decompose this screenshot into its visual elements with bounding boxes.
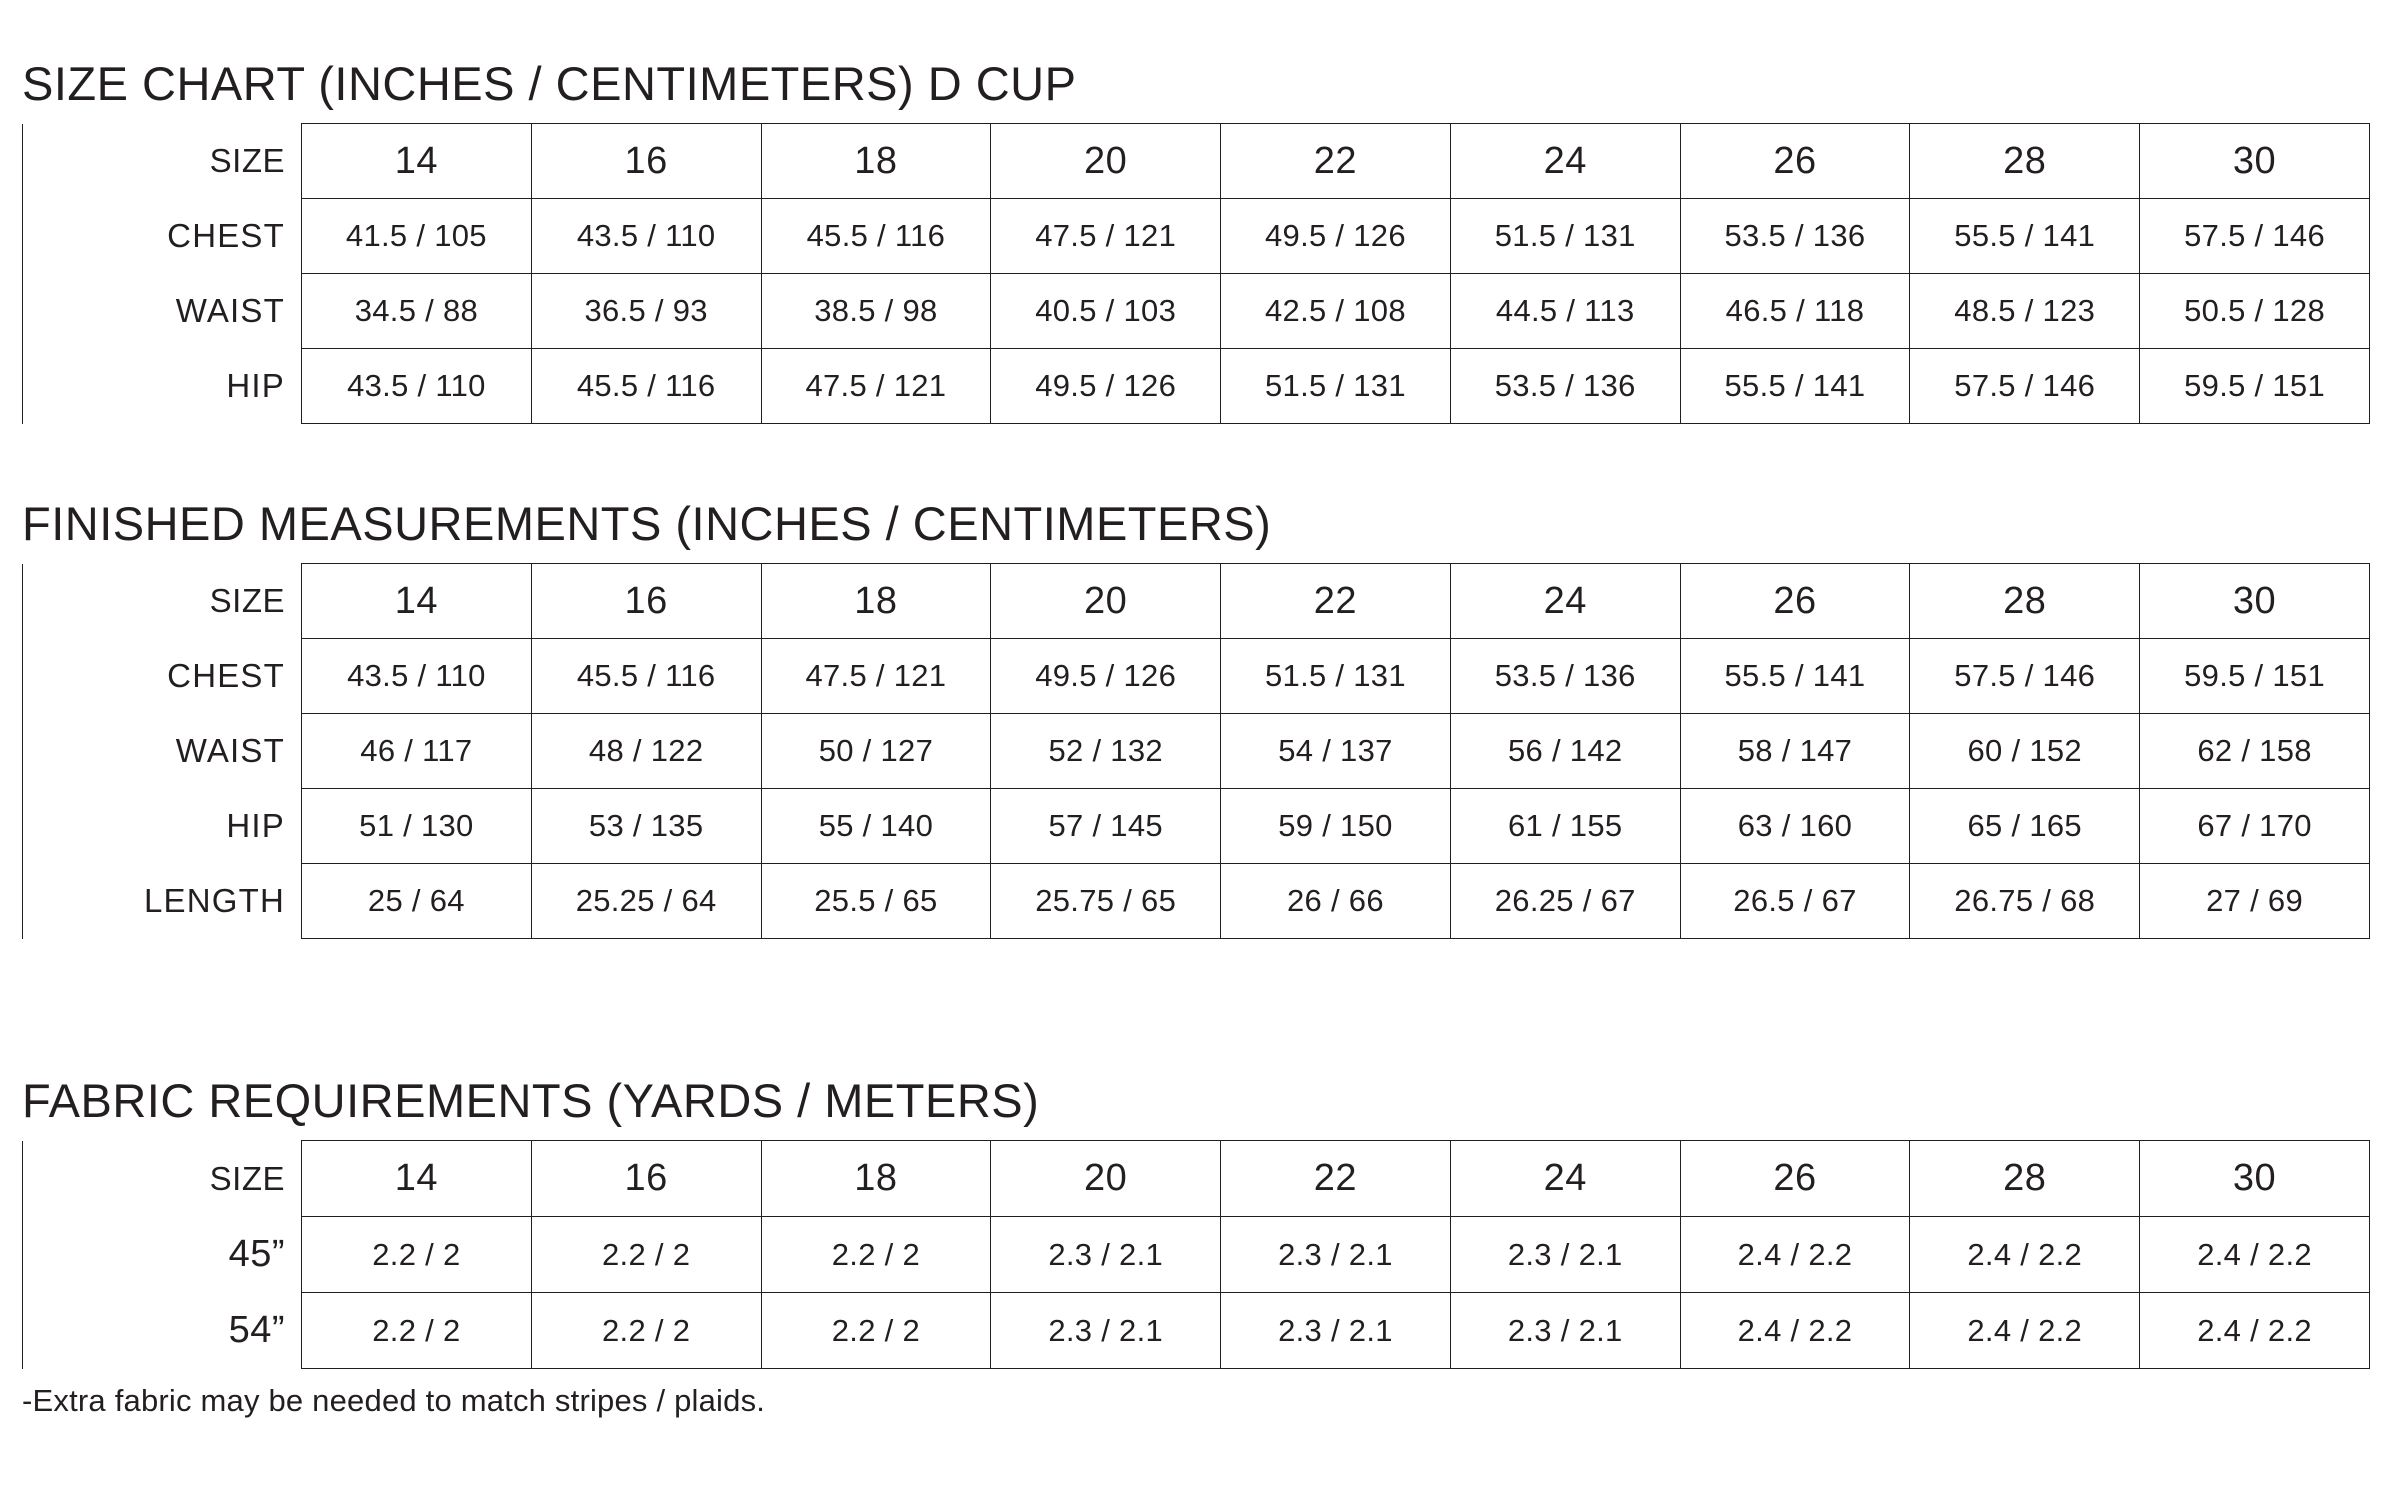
size-header-cell: 24 (1450, 1141, 1680, 1217)
table-cell: 2.4 / 2.2 (1910, 1217, 2140, 1293)
table-cell: 55.5 / 141 (1910, 199, 2140, 274)
table-header-row (23, 564, 2370, 639)
table-cell: 2.4 / 2.2 (1910, 1293, 2140, 1369)
table-cell: 36.5 / 93 (531, 274, 761, 349)
table-cell: 48.5 / 123 (1910, 274, 2140, 349)
size-header-cell: 28 (1910, 124, 2140, 199)
table-cell: 25.25 / 64 (531, 864, 761, 939)
row-label: 54” (228, 1309, 285, 1351)
table-header-row (23, 1141, 2370, 1217)
page-title: SIZE CHART (INCHES / CENTIMETERS) D CUP (22, 57, 1077, 110)
header-label: SIZE (209, 582, 285, 619)
table-cell: 2.2 / 2 (761, 1293, 991, 1369)
size-header-cell: 30 (2140, 564, 2370, 639)
table-cell: 2.4 / 2.2 (2140, 1217, 2370, 1293)
table-cell: 2.2 / 2 (531, 1293, 761, 1369)
table-cell: 44.5 / 113 (1450, 274, 1680, 349)
table-cell: 57.5 / 146 (2140, 199, 2370, 274)
table-cell: 38.5 / 98 (761, 274, 991, 349)
table-cell: 41.5 / 105 (302, 199, 532, 274)
table-cell: 2.3 / 2.1 (991, 1293, 1221, 1369)
size-header-cell: 24 (1450, 124, 1680, 199)
section-size-chart (22, 56, 2370, 424)
table-cell: 59 / 150 (1221, 789, 1451, 864)
table-cell: 45.5 / 116 (531, 349, 761, 424)
table-cell: 53.5 / 136 (1450, 349, 1680, 424)
size-header-cell: 20 (991, 1141, 1221, 1217)
table-cell: 26.75 / 68 (1910, 864, 2140, 939)
table-cell: 40.5 / 103 (991, 274, 1221, 349)
table-cell: 43.5 / 110 (531, 199, 761, 274)
table-cell: 49.5 / 126 (1221, 199, 1451, 274)
table-cell: 43.5 / 110 (302, 349, 532, 424)
table-cell: 46.5 / 118 (1680, 274, 1910, 349)
size-header-cell: 14 (302, 124, 532, 199)
table-row (23, 639, 2370, 714)
table-cell: 59.5 / 151 (2140, 639, 2370, 714)
row-label: HIP (226, 367, 285, 404)
size-header-cell: 20 (991, 564, 1221, 639)
table-cell: 27 / 69 (2140, 864, 2370, 939)
table-cell: 59.5 / 151 (2140, 349, 2370, 424)
table-cell: 49.5 / 126 (991, 349, 1221, 424)
size-header-cell: 16 (531, 564, 761, 639)
table-cell: 50.5 / 128 (2140, 274, 2370, 349)
row-label: WAIST (175, 292, 285, 329)
table-cell: 57 / 145 (991, 789, 1221, 864)
table-cell: 47.5 / 121 (991, 199, 1221, 274)
table-cell: 60 / 152 (1910, 714, 2140, 789)
table-cell: 52 / 132 (991, 714, 1221, 789)
table-cell: 48 / 122 (531, 714, 761, 789)
section-title: FABRIC REQUIREMENTS (YARDS / METERS) (22, 1074, 1040, 1127)
size-header-cell: 14 (302, 564, 532, 639)
table-cell: 2.3 / 2.1 (1450, 1293, 1680, 1369)
size-header-cell: 18 (761, 1141, 991, 1217)
size-header-cell: 16 (531, 1141, 761, 1217)
table-cell: 53.5 / 136 (1680, 199, 1910, 274)
table-cell: 51 / 130 (302, 789, 532, 864)
size-header-cell: 22 (1221, 124, 1451, 199)
table-row (23, 714, 2370, 789)
table-cell: 50 / 127 (761, 714, 991, 789)
table-cell: 2.2 / 2 (302, 1293, 532, 1369)
table-cell: 61 / 155 (1450, 789, 1680, 864)
table-cell: 25.75 / 65 (991, 864, 1221, 939)
table-cell: 67 / 170 (2140, 789, 2370, 864)
table-cell: 45.5 / 116 (531, 639, 761, 714)
table-row (23, 789, 2370, 864)
row-label: 45” (228, 1233, 285, 1275)
size-header-cell: 16 (531, 124, 761, 199)
table-cell: 2.3 / 2.1 (1221, 1293, 1451, 1369)
row-label: CHEST (167, 657, 285, 694)
header-label: SIZE (209, 142, 285, 179)
table-cell: 55.5 / 141 (1680, 639, 1910, 714)
size-header-cell: 30 (2140, 1141, 2370, 1217)
row-label: HIP (226, 807, 285, 844)
size-header-cell: 14 (302, 1141, 532, 1217)
table-row (23, 274, 2370, 349)
table-cell: 51.5 / 131 (1450, 199, 1680, 274)
table-row (23, 1217, 2370, 1293)
table-cell: 26.5 / 67 (1680, 864, 1910, 939)
table-cell: 26 / 66 (1221, 864, 1451, 939)
table-cell: 57.5 / 146 (1910, 639, 2140, 714)
fabric-requirements-table (22, 1140, 2370, 1369)
section-fabric-requirements (22, 1073, 2370, 1419)
table-cell: 57.5 / 146 (1910, 349, 2140, 424)
table-cell: 58 / 147 (1680, 714, 1910, 789)
table-cell: 53.5 / 136 (1450, 639, 1680, 714)
table-cell: 51.5 / 131 (1221, 349, 1451, 424)
table-cell: 34.5 / 88 (302, 274, 532, 349)
row-label: LENGTH (143, 882, 285, 919)
table-cell: 47.5 / 121 (761, 349, 991, 424)
table-cell: 2.2 / 2 (531, 1217, 761, 1293)
table-row (23, 864, 2370, 939)
table-cell: 2.3 / 2.1 (1450, 1217, 1680, 1293)
table-cell: 2.4 / 2.2 (2140, 1293, 2370, 1369)
table-cell: 45.5 / 116 (761, 199, 991, 274)
size-header-cell: 18 (761, 564, 991, 639)
table-cell: 25.5 / 65 (761, 864, 991, 939)
table-cell: 51.5 / 131 (1221, 639, 1451, 714)
size-header-cell: 22 (1221, 564, 1451, 639)
table-cell: 2.4 / 2.2 (1680, 1217, 1910, 1293)
size-header-cell: 20 (991, 124, 1221, 199)
table-cell: 53 / 135 (531, 789, 761, 864)
table-cell: 54 / 137 (1221, 714, 1451, 789)
table-header-row (23, 124, 2370, 199)
table-row (23, 1293, 2370, 1369)
table-row (23, 349, 2370, 424)
size-header-cell: 28 (1910, 1141, 2140, 1217)
table-cell: 2.2 / 2 (302, 1217, 532, 1293)
size-header-cell: 26 (1680, 124, 1910, 199)
size-header-cell: 22 (1221, 1141, 1451, 1217)
table-cell: 25 / 64 (302, 864, 532, 939)
row-label: CHEST (167, 217, 285, 254)
table-cell: 65 / 165 (1910, 789, 2140, 864)
size-header-cell: 24 (1450, 564, 1680, 639)
size-header-cell: 26 (1680, 564, 1910, 639)
table-cell: 55.5 / 141 (1680, 349, 1910, 424)
table-cell: 62 / 158 (2140, 714, 2370, 789)
size-chart-table (22, 123, 2370, 424)
table-row (23, 199, 2370, 274)
table-cell: 2.3 / 2.1 (991, 1217, 1221, 1293)
table-cell: 43.5 / 110 (302, 639, 532, 714)
table-cell: 2.3 / 2.1 (1221, 1217, 1451, 1293)
table-cell: 56 / 142 (1450, 714, 1680, 789)
table-cell: 55 / 140 (761, 789, 991, 864)
table-cell: 49.5 / 126 (991, 639, 1221, 714)
finished-measurements-table (22, 563, 2370, 939)
size-header-cell: 30 (2140, 124, 2370, 199)
table-cell: 46 / 117 (302, 714, 532, 789)
table-cell: 47.5 / 121 (761, 639, 991, 714)
section-title: FINISHED MEASUREMENTS (INCHES / CENTIMETERS) (22, 497, 1272, 550)
table-cell: 26.25 / 67 (1450, 864, 1680, 939)
table-cell: 2.4 / 2.2 (1680, 1293, 1910, 1369)
table-cell: 42.5 / 108 (1221, 274, 1451, 349)
table-cell: 2.2 / 2 (761, 1217, 991, 1293)
table-cell: 63 / 160 (1680, 789, 1910, 864)
size-header-cell: 18 (761, 124, 991, 199)
size-header-cell: 26 (1680, 1141, 1910, 1217)
row-label: WAIST (175, 732, 285, 769)
header-label: SIZE (209, 1159, 285, 1197)
section-finished-measurements (22, 496, 2370, 939)
fabric-note: -Extra fabric may be needed to match stripes / plaids. (22, 1383, 766, 1418)
size-header-cell: 28 (1910, 564, 2140, 639)
